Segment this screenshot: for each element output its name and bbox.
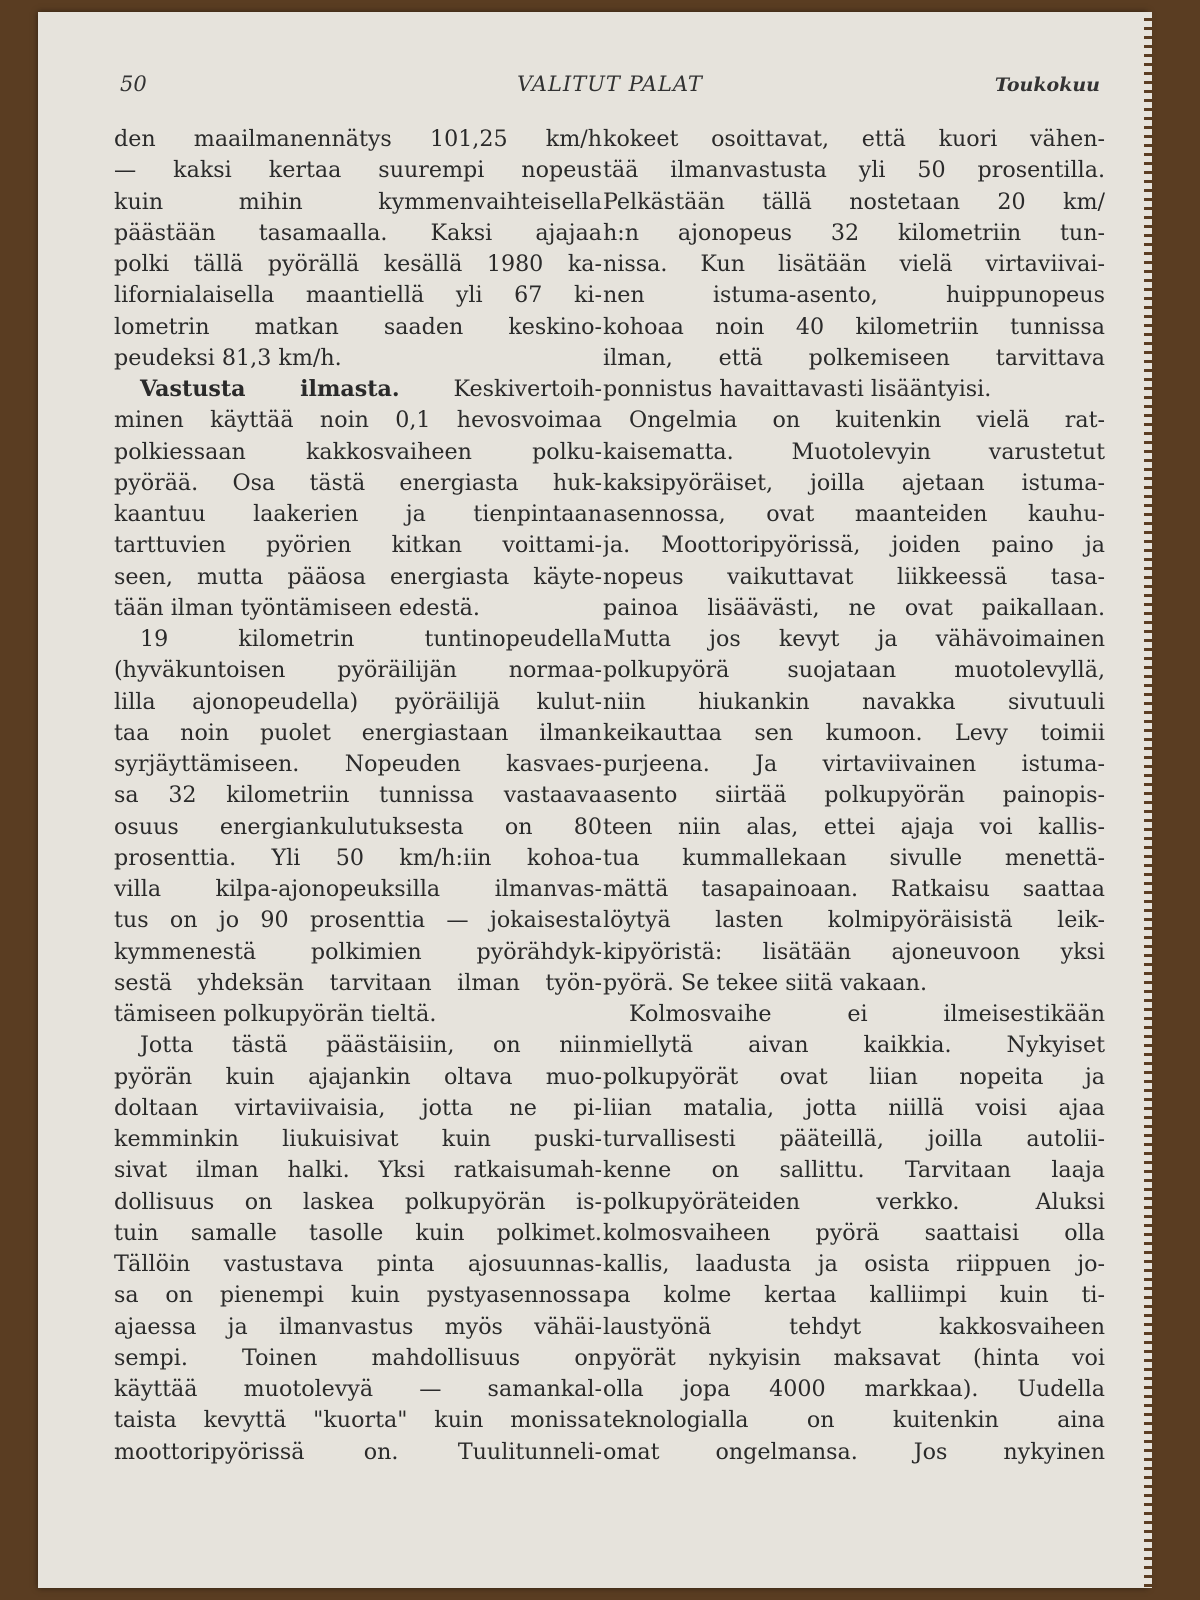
issue-month: Toukokuu xyxy=(994,74,1100,96)
text-line: kenne on sallittu. Tarvitaan laaja xyxy=(603,1157,1105,1184)
text-line: sa on pienempi kuin pystyasennossa xyxy=(114,1282,602,1309)
text-line: olla jopa 4000 markkaa). Uudella xyxy=(603,1376,1105,1402)
section-heading: Vastusta ilmasta. xyxy=(140,376,400,402)
text-line: Tällöin vastustava pinta ajosuunnas- xyxy=(114,1251,602,1277)
text-line: moottoripyörissä on. Tuulitunneli- xyxy=(114,1438,602,1465)
text-line: teen niin alas, ettei ajaja voi kallis- xyxy=(603,813,1105,840)
text-line: miellytä aivan kaikkia. Nykyiset xyxy=(603,1032,1105,1059)
text-line: kolmosvaiheen pyörä saattaisi olla xyxy=(603,1219,1105,1246)
text-line: sivat ilman halki. Yksi ratkaisumah- xyxy=(114,1157,602,1184)
text-line: ja. Moottoripyörissä, joiden paino ja xyxy=(603,532,1105,559)
text-line: kohoaa noin 40 kilometriin tunnissa xyxy=(603,313,1105,340)
text-line: villa kilpa-ajonopeuksilla ilmanvas- xyxy=(114,876,602,902)
text-line: lifornialaisella maantiellä yli 67 ki- xyxy=(114,282,602,309)
text-line: lometrin matkan saaden keskino- xyxy=(114,313,602,340)
text-line: päästään tasamaalla. Kaksi ajajaa xyxy=(114,219,602,246)
text-line: omat ongelmansa. Jos nykyinen xyxy=(603,1438,1105,1465)
text-line: polkiessaan kakkosvaiheen polku- xyxy=(114,438,602,465)
text-line: den maailmanennätys 101,25 km/h xyxy=(114,126,602,152)
text-line: peudeksi 81,3 km/h. xyxy=(114,344,342,371)
running-header xyxy=(120,72,1100,108)
text-line: kallis, laadusta ja osista riippuen jo- xyxy=(603,1251,1105,1277)
text-line: kymmenestä polkimien pyörähdyk- xyxy=(114,938,602,965)
text-line: nissa. Kun lisätään vielä virtaviivai- xyxy=(603,251,1105,277)
text-line: kokeet osoittavat, että kuori vähen- xyxy=(603,126,1105,152)
text-line: polki tällä pyörällä kesällä 1980 ka- xyxy=(114,251,602,277)
text-line: turvallisesti pääteillä, joilla autolii- xyxy=(603,1126,1105,1152)
text-line: kaksipyöräiset, joilla ajetaan istuma- xyxy=(603,469,1105,496)
text-line: liian matalia, jotta niillä voisi ajaa xyxy=(603,1094,1105,1121)
text-line: (hyväkuntoisen pyöräilijän normaa- xyxy=(114,657,602,684)
text-line: syrjäyttämiseen. Nopeuden kasvaes- xyxy=(114,751,602,777)
text-line: painoa lisäävästi, ne ovat paikallaan. xyxy=(603,594,1105,621)
text-line: tään ilman työntämiseen edestä. xyxy=(114,594,480,621)
text-line: tarttuvien pyörien kitkan voittami- xyxy=(114,532,602,559)
text-line: teknologialla on kuitenkin aina xyxy=(603,1407,1105,1434)
text-line: dollisuus on laskea polkupyörän is- xyxy=(114,1188,602,1215)
torn-page-edge xyxy=(1144,12,1152,1588)
text-line: Kolmosvaihe ei ilmeisestikään xyxy=(629,1001,1105,1027)
text-line: Pelkästään tällä nostetaan 20 km/ xyxy=(603,188,1105,215)
left-column xyxy=(114,124,602,1468)
text-line: sestä yhdeksän tarvitaan ilman työn- xyxy=(114,969,602,996)
text-line: kemminkin liukuisivat kuin puski- xyxy=(114,1126,602,1152)
text-line: pyörät nykyisin maksavat (hinta voi xyxy=(603,1344,1105,1371)
text-line: ilman, että polkemiseen tarvittava xyxy=(603,344,1105,371)
text-line: nopeus vaikuttavat liikkeessä tasa- xyxy=(603,563,1105,590)
text-line: purjeena. Ja virtaviivainen istuma- xyxy=(603,751,1105,777)
text-line-content: Keskivertoih- xyxy=(399,376,602,402)
page-number: 50 xyxy=(120,72,147,96)
text-line: kuin mihin kymmenvaihteisella xyxy=(114,188,602,215)
magazine-page xyxy=(38,12,1148,1588)
text-line: tus on jo 90 prosenttia — jokaisesta xyxy=(114,907,602,934)
text-line: sempi. Toinen mahdollisuus on xyxy=(114,1344,602,1371)
text-line: pa kolme kertaa kalliimpi kuin ti- xyxy=(603,1282,1105,1309)
text-line xyxy=(114,374,602,405)
text-line: taa noin puolet energiastaan ilman xyxy=(114,719,602,746)
text-line: pyörää. Osa tästä energiasta huk- xyxy=(114,469,602,496)
text-line: osuus energiankulutuksesta on 80 xyxy=(114,813,602,840)
text-line: asento siirtää polkupyörän painopis- xyxy=(603,782,1105,809)
text-line: minen käyttää noin 0,1 hevosvoimaa xyxy=(114,407,602,434)
text-line: laustyönä tehdyt kakkosvaiheen xyxy=(603,1313,1105,1340)
text-line: kaisematta. Muotolevyin varustetut xyxy=(603,438,1105,465)
text-line: lilla ajonopeudella) pyöräilijä kulut- xyxy=(114,688,602,715)
right-column xyxy=(603,124,1105,1468)
text-line: polkupyörät ovat liian nopeita ja xyxy=(603,1063,1105,1090)
text-line: pyörän kuin ajajankin oltava muo- xyxy=(114,1063,602,1090)
text-line: seen, mutta pääosa energiasta käyte- xyxy=(114,563,602,590)
text-line: tää ilmanvastusta yli 50 prosentilla. xyxy=(603,157,1105,184)
text-line: kaantuu laakerien ja tienpintaan xyxy=(114,501,602,527)
text-line: tua kummallekaan sivulle menettä- xyxy=(603,844,1105,871)
text-line: Mutta jos kevyt ja vähävoimainen xyxy=(603,626,1105,652)
text-line: prosenttia. Yli 50 km/h:iin kohoa- xyxy=(114,844,602,871)
text-line: ajaessa ja ilmanvastus myös vähäi- xyxy=(114,1313,602,1340)
text-line: doltaan virtaviivaisia, jotta ne pi- xyxy=(114,1094,602,1121)
text-line: löytyä lasten kolmipyöräisistä leik- xyxy=(603,907,1105,934)
text-line: — kaksi kertaa suurempi nopeus xyxy=(114,157,602,184)
text-line: mättä tasapainoaan. Ratkaisu saattaa xyxy=(603,876,1105,902)
text-line: sa 32 kilometriin tunnissa vastaava xyxy=(114,782,602,809)
text-line: pyörä. Se tekee siitä vakaan. xyxy=(603,969,928,996)
text-line: taista kevyttä "kuorta" kuin monissa xyxy=(114,1407,602,1434)
text-line: tämiseen polkupyörän tieltä. xyxy=(114,1001,437,1027)
text-line: tuin samalle tasolle kuin polkimet. xyxy=(114,1219,602,1246)
text-line: asennossa, ovat maanteiden kauhu- xyxy=(603,501,1105,527)
text-line: käyttää muotolevyä — samankal- xyxy=(114,1376,602,1402)
text-line: Ongelmia on kuitenkin vielä rat- xyxy=(629,407,1105,434)
text-line: nen istuma-asento, huippunopeus xyxy=(603,282,1105,309)
text-line: 19 kilometrin tuntinopeudella xyxy=(140,626,602,652)
text-line: niin hiukankin navakka sivutuuli xyxy=(603,688,1105,715)
text-line: ponnistus havaittavasti lisääntyisi. xyxy=(603,376,992,402)
magazine-title: VALITUT PALAT xyxy=(517,72,703,96)
text-line: polkupyöräteiden verkko. Aluksi xyxy=(603,1188,1105,1215)
text-line: kipyöristä: lisätään ajoneuvoon yksi xyxy=(603,938,1105,965)
text-line: Jotta tästä päästäisiin, on niin xyxy=(140,1032,602,1059)
text-line: polkupyörä suojataan muotolevyllä, xyxy=(603,657,1105,684)
text-line: keikauttaa sen kumoon. Levy toimii xyxy=(603,719,1105,746)
text-line: h:n ajonopeus 32 kilometriin tun- xyxy=(603,219,1105,246)
